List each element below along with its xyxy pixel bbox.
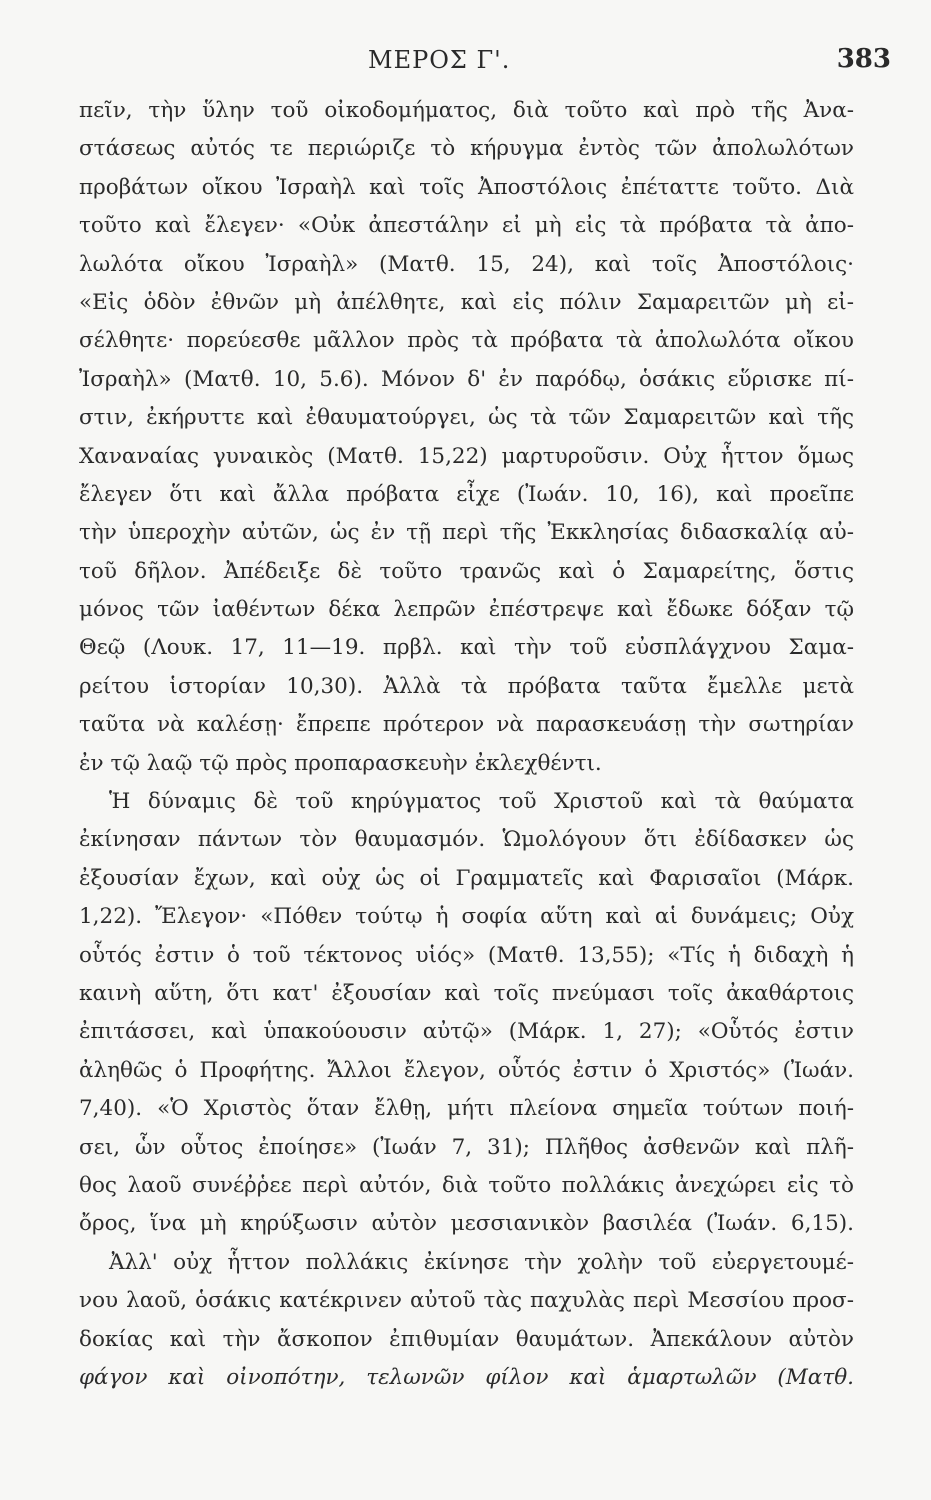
text-line: νου λαοῦ, ὁσάκις κατέκρινεν αὐτοῦ τὰς παχυλὰς περὶ Μεσσίου προσ- xyxy=(79,1288,854,1314)
text-line: στιν, ἐκήρυττε καὶ ἐθαυματούργει, ὡς τὰ τῶν Σαμαρειτῶν καὶ τῆς xyxy=(79,405,854,431)
text-line: ἔλεγεν ὅτι καὶ ἄλλα πρόβατα εἶχε (Ἰωάν. 10, 16), καὶ προεῖπε xyxy=(79,481,854,507)
text-line: Ἡ δύναμις δὲ τοῦ κηρύγματος τοῦ Χριστοῦ καὶ τὰ θαύματα xyxy=(109,789,854,815)
text-line: Χαναναίας γυναικὸς (Ματθ. 15,22) μαρτυροῦσιν. Οὐχ ἧττον ὅμως xyxy=(79,443,854,469)
text-line: ὄρος, ἵνα μὴ κηρύξωσιν αὐτὸν μεσσιανικὸν βασιλέα (Ἰωάν. 6,15). xyxy=(79,1211,854,1237)
text-line: ταῦτα νὰ καλέσῃ· ἔπρεπε πρότερον νὰ παρασκευάσῃ τὴν σωτηρίαν xyxy=(79,712,854,738)
text-line: ἐπιτάσσει, καὶ ὑπακούουσιν αὐτῷ» (Μάρκ. 1, 27); «Οὗτός ἐστιν xyxy=(79,1019,854,1045)
text-line: οὗτός ἐστιν ὁ τοῦ τέκτονος υἱός» (Ματθ. 13,55); «Τίς ἡ διδαχὴ ἡ xyxy=(79,942,854,968)
body-text xyxy=(79,92,854,1397)
text-line: 1,22). Ἔλεγον· «Πόθεν τούτῳ ἡ σοφία αὕτη καὶ αἱ δυνάμεις; Οὐχ xyxy=(79,904,854,930)
text-line: πεῖν, τὴν ὕλην τοῦ οἰκοδομήματος, διὰ τοῦτο καὶ πρὸ τῆς Ἀνα- xyxy=(79,98,854,123)
running-head: ΜΕΡΟΣ Γ'. xyxy=(368,46,511,74)
text-line: θος λαοῦ συνέῤῥεε περὶ αὐτόν, διὰ τοῦτο πολλάκις ἀνεχώρει εἰς τὸ xyxy=(79,1172,854,1198)
text-line: ἀληθῶς ὁ Προφήτης. Ἄλλοι ἔλεγον, οὗτός ἐστιν ὁ Χριστός» (Ἰωάν. xyxy=(79,1057,854,1083)
text-line: σέλθητε· πορεύεσθε μᾶλλον πρὸς τὰ πρόβατα τὰ ἀπολωλότα οἴκου xyxy=(79,328,854,354)
text-line: στάσεως αὐτός τε περιώριζε τὸ κήρυγμα ἐντὸς τῶν ἀπολωλότων xyxy=(79,136,854,162)
text-line: τοῦτο καὶ ἔλεγεν· «Οὐκ ἀπεστάλην εἰ μὴ εἰς τὰ πρόβατα τὰ ἀπο- xyxy=(79,213,854,239)
text-line: τὴν ὑπεροχὴν αὐτῶν, ὡς ἐν τῇ περὶ τῆς Ἐκκλησίας διδασκαλίᾳ αὐ- xyxy=(79,520,854,546)
text-line: δοκίας καὶ τὴν ἄσκοπον ἐπιθυμίαν θαυμάτων. Ἀπεκάλουν αὐτὸν xyxy=(79,1326,854,1352)
text-line: ρείτου ἱστορίαν 10,30). Ἀλλὰ τὰ πρόβατα ταῦτα ἔμελλε μετὰ xyxy=(79,673,854,699)
text-line: Ἰσραὴλ» (Ματθ. 10, 5.6). Μόνον δ' ἐν παρόδῳ, ὁσάκις εὕρισκε πί- xyxy=(79,366,854,392)
text-line: 7,40). «Ὁ Χριστὸς ὅταν ἔλθῃ, μήτι πλείονα σημεῖα τούτων ποιή- xyxy=(79,1096,854,1122)
page-header xyxy=(80,44,891,84)
page-number: 383 xyxy=(836,44,891,74)
text-line: Θεῷ (Λουκ. 17, 11—19. πρβλ. καὶ τὴν τοῦ εὐσπλάγχνου Σαμα- xyxy=(79,635,854,661)
text-line: Ἀλλ' οὐχ ἧττον πολλάκις ἐκίνησε τὴν χολὴν τοῦ εὐεργετουμέ- xyxy=(109,1249,854,1275)
text-line: «Εἰς ὁδὸν ἐθνῶν μὴ ἀπέλθητε, καὶ εἰς πόλιν Σαμαρειτῶν μὴ εἰ- xyxy=(79,289,854,315)
text-line: τοῦ δῆλον. Ἀπέδειξε δὲ τοῦτο τρανῶς καὶ ὁ Σαμαρείτης, ὅστις xyxy=(79,558,854,584)
text-line: καινὴ αὕτη, ὅτι κατ' ἐξουσίαν καὶ τοῖς πνεύμασι τοῖς ἀκαθάρτοις xyxy=(79,980,854,1006)
text-line: σει, ὧν οὗτος ἐποίησε» (Ἰωάν 7, 31); Πλῆθος ἀσθενῶν καὶ πλῆ- xyxy=(79,1134,854,1160)
text-line: λωλότα οἴκου Ἰσραὴλ» (Ματθ. 15, 24), καὶ τοῖς Ἀποστόλοις· xyxy=(79,251,854,277)
text-line: ἐν τῷ λαῷ τῷ πρὸς προπαρασκευὴν ἐκλεχθέντι. xyxy=(79,750,602,776)
text-line: μόνος τῶν ἰαθέντων δέκα λεπρῶν ἐπέστρεψε καὶ ἔδωκε δόξαν τῷ xyxy=(79,597,854,623)
text-line: προβάτων οἴκου Ἰσραὴλ καὶ τοῖς Ἀποστόλοις ἐπέταττε τοῦτο. Διὰ xyxy=(79,174,854,200)
text-line: ἐξουσίαν ἔχων, καὶ οὐχ ὡς οἱ Γραμματεῖς καὶ Φαρισαῖοι (Μάρκ. xyxy=(79,865,854,891)
text-line: ἐκίνησαν πάντων τὸν θαυμασμόν. Ὡμολόγουν ὅτι ἐδίδασκεν ὡς xyxy=(79,827,854,853)
text-line: φάγον καὶ οἰνοπότην, τελωνῶν φίλον καὶ ἁμαρτωλῶν (Ματθ. xyxy=(79,1364,854,1390)
